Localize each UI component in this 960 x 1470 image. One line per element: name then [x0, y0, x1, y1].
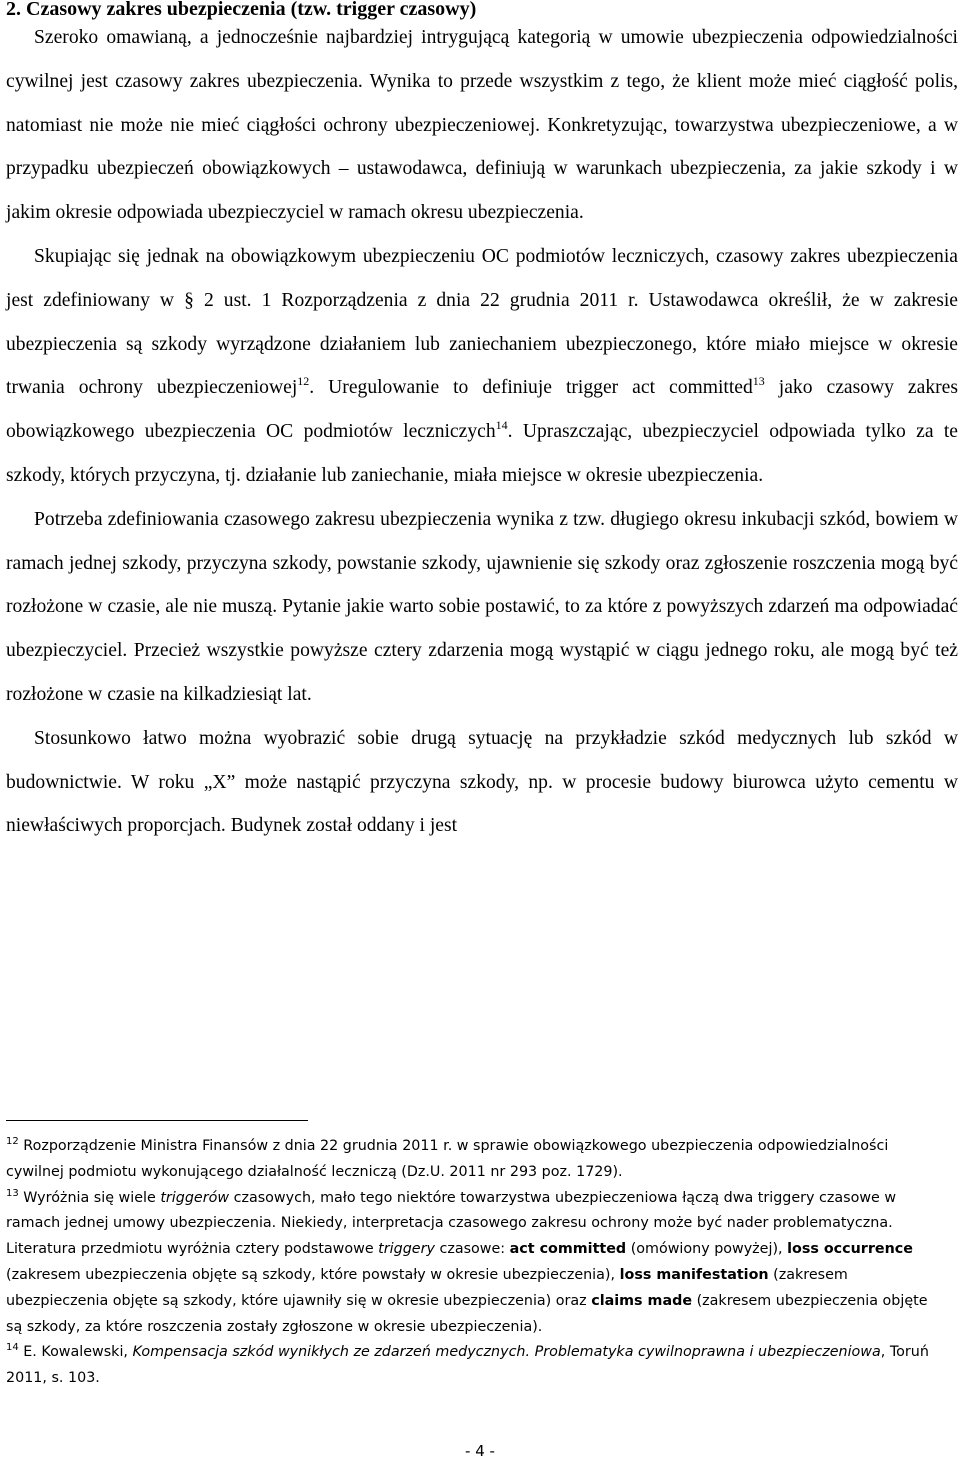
footnote-13-italic-triggerow: triggerów — [160, 1189, 230, 1206]
paragraph-2-text-a: Skupiając się jednak na obowiązkowym ubezpieczeniu OC podmiotów leczniczych, czasowy zakres ubezpieczenia jest zdefiniowany w § 2 ust. 1 Rozporządzenia z dnia 22 grudnia 2011 r. Ustawodawca określił, że w zakresie ubezpieczenia są szkody wyrządzone działaniem lub zaniechaniem ubezpieczonego, które miało miejsce w okresie trwania ochrony ubezpieczeniowej — [6, 245, 958, 399]
paragraph-3: Potrzeba zdefiniowania czasowego zakresu ubezpieczenia wynika z tzw. długiego okresu inkubacji szkód, bowiem w ramach jednej szkody, przyczyna szkody, powstanie szkody, ujawnienie się szkody oraz zgłoszenie roszczenia mogą być rozłożone w czasie, ale nie muszą. Pytanie jakie warto sobie postawić, to za które z powyższych zdarzeń ma odpowiadać ubezpieczyciel. Przecież wszystkie powyższe cztery zdarzenia mogą wystąpić w ciągu jednego roku, ale mogą być też rozłożone w czasie na kilkadziesiąt lat. — [6, 508, 958, 705]
footnote-14-text-c: , Toruń 2011, s. 103. — [6, 1344, 929, 1387]
footnote-12-text: Rozporządzenie Ministra Finansów z dnia 22 grudnia 2011 r. w sprawie obowiązkowego ubezpieczenia odpowiedzialności cywilnej podmiotu wykonującego działalność leczniczą (Dz.U. 2011 nr 293 poz. 1729). — [6, 1138, 889, 1180]
footnote-14-text-a: E. Kowalewski, — [18, 1344, 133, 1361]
footnote-13-term-claims-made: claims made — [591, 1292, 693, 1309]
footnotes — [6, 1134, 946, 1392]
footnote-13-text-k: (zakresem ubezpieczenia objęte są szkody, które ujawniły się w okresie ubezpieczenia) oraz — [6, 1266, 848, 1309]
footnote-14-number: 14 — [6, 1342, 19, 1354]
footnote-13-italic-triggery: triggery — [378, 1241, 435, 1258]
footnote-13-text-m: (zakresem ubezpieczenia objęte są szkody, za które roszczenia zostały zgłoszone w okresie ubezpieczenia). — [6, 1292, 928, 1335]
paragraph-2-text-d: . Upraszczając, ubezpieczyciel odpowiada tylko za te szkody, których przyczyna, tj. działanie lub zaniechanie, miała miejsce w okresie ubezpieczenia. — [6, 421, 958, 486]
paragraph-1: Szeroko omawianą, a jednocześnie najbardziej intrygującą kategorią w umowie ubezpieczenia odpowiedzialności cywilnej jest czasowy zakres ubezpieczenia. Wynika to przede wszystkim z tego, że klient może mieć ciągłość polis, natomiast nie może nie mieć ciągłości ochrony ubezpieczeniowej. Konkretyzując, towarzystwa ubezpieczeniowe, a w przypadku ubezpieczeń obowiązkowych – ustawodawca, definiują w warunkach ubezpieczenia, za jakie szkody i w jakim okresie odpowiada ubezpieczyciel w ramach okresu ubezpieczenia. — [6, 27, 958, 224]
page-number: - 4 - — [465, 1442, 495, 1460]
body-text — [6, 16, 958, 848]
footnote-13-term-loss-occurrence: loss occurrence — [787, 1241, 913, 1258]
footnote-13-text-g: (omówiony powyżej), — [626, 1241, 788, 1258]
footnote-14 — [6, 1340, 946, 1392]
footnote-13-text-a: Wyróżnia się wiele — [18, 1189, 161, 1206]
paragraph-2-text-c: jako czasowy zakres obowiązkowego ubezpieczenia OC podmiotów leczniczych — [6, 377, 958, 443]
footnote-ref-14[interactable]: 14 — [495, 418, 508, 433]
footnote-13-text-i: (zakresem ubezpieczenia objęte są szkody, które powstały w okresie ubezpieczenia), — [6, 1266, 620, 1283]
paragraph-4: Stosunkowo łatwo można wyobrazić sobie drugą sytuację na przykładzie szkód medycznych lub szkód w budownictwie. W roku „X” może nastąpić przyczyna szkody, np. w procesie budowy biurowca użyto cementu w niewłaściwych proporcjach. Budynek został oddany i jest — [6, 727, 958, 837]
footnote-14-title: Kompensacja szkód wynikłych ze zdarzeń medycznych. Problematyka cywilnoprawna i ubezpieczeniowa — [132, 1344, 881, 1361]
paragraph-2-text-b: . Uregulowanie to definiuje trigger act committed — [309, 377, 753, 399]
paragraph-2 — [6, 235, 958, 498]
footnote-13-term-loss-manifestation: loss manifestation — [619, 1266, 769, 1283]
footnote-13-number: 13 — [6, 1187, 19, 1199]
footnote-13-text-c: czasowych, mało tego niektóre towarzystwa ubezpieczeniowa łączą dwa triggery czasowe w ramach jednej umowy ubezpieczenia. Niekiedy, interpretacja czasowego zakresu ochrony może być nader problematyczna. Literatura przedmiotu wyróżnia cztery podstawowe — [6, 1189, 897, 1258]
footnote-13-term-act-committed: act committed — [509, 1241, 627, 1258]
footnote-13-text-e: czasowe: — [434, 1241, 510, 1258]
footnote-12-number: 12 — [6, 1136, 19, 1147]
footnote-ref-12[interactable]: 12 — [297, 374, 310, 389]
footnote-13 — [6, 1186, 946, 1341]
section-heading: 2. Czasowy zakres ubezpieczenia (tzw. trigger czasowy) — [6, 0, 477, 20]
footnote-ref-13[interactable]: 13 — [752, 374, 765, 389]
footnote-separator — [6, 1120, 308, 1121]
footnote-12 — [6, 1134, 946, 1186]
